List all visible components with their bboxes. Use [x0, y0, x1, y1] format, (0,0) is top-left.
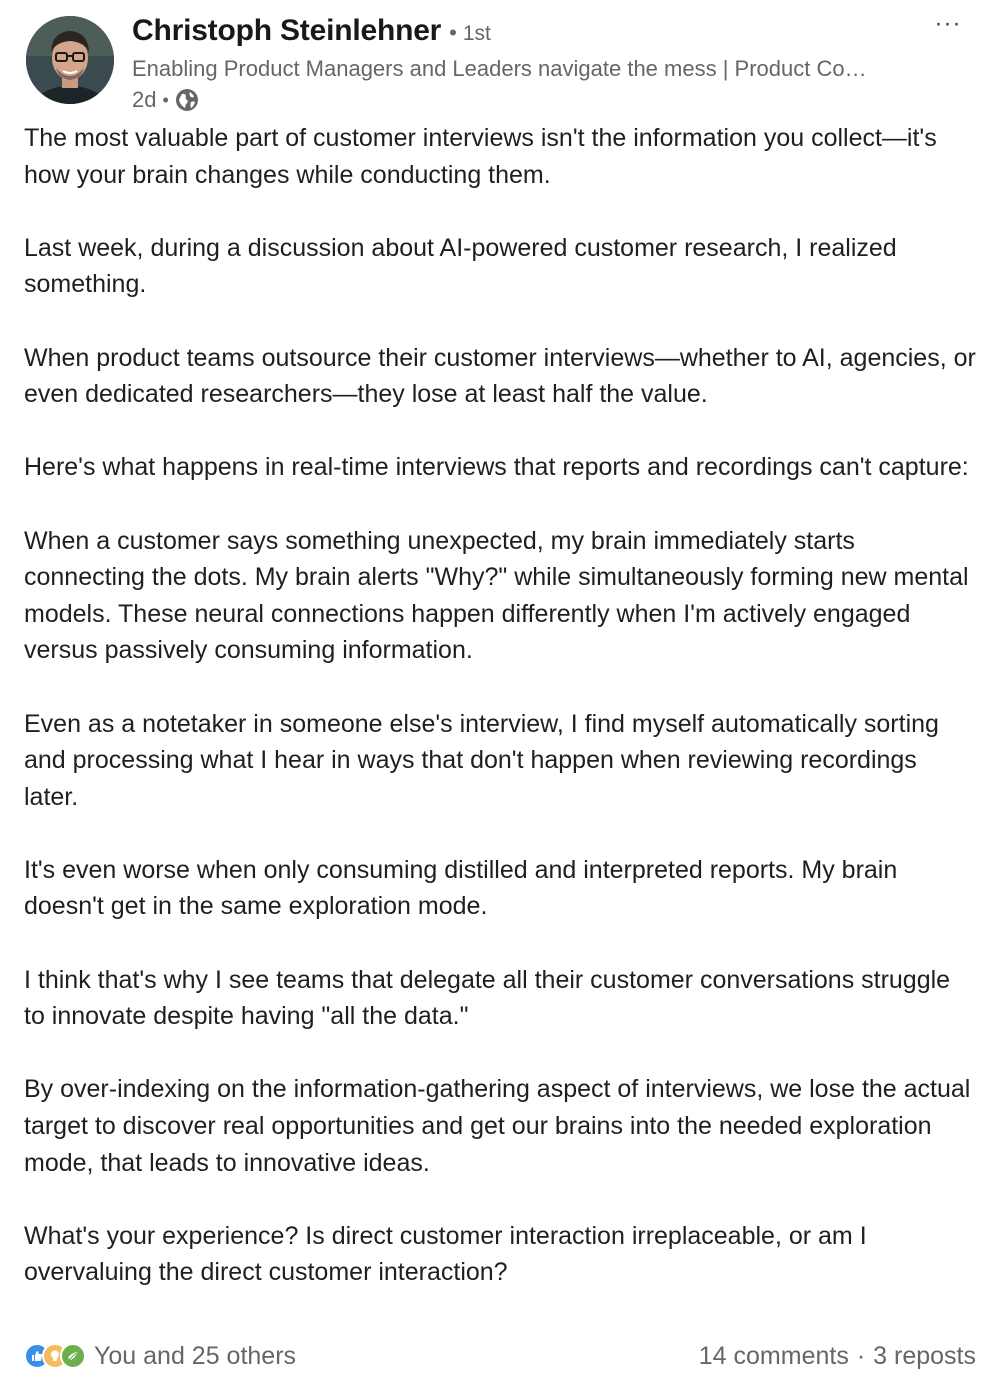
- post-paragraph: I think that's why I see teams that delegate all their customer conversations struggle to innovate despite having "all the data.": [24, 965, 951, 1031]
- author-info: [132, 14, 932, 116]
- reaction-icons: [24, 1343, 86, 1369]
- reactions-count[interactable]: You and 25 others: [94, 1341, 297, 1370]
- reactions-summary[interactable]: [24, 1342, 296, 1371]
- author-avatar[interactable]: [26, 16, 114, 104]
- counts-separator: ·: [856, 1341, 866, 1370]
- author-headline: Enabling Product Managers and Leaders navigate the mess | Product Co…: [132, 56, 867, 81]
- post-paragraph: Here's what happens in real-time interviews that reports and recordings can't capture:: [24, 453, 969, 482]
- connection-degree: 1st: [462, 22, 491, 45]
- more-horizontal-icon: ···: [934, 10, 962, 37]
- avatar-photo: [26, 16, 114, 104]
- reposts-count[interactable]: 3 reposts: [873, 1341, 976, 1370]
- author-name[interactable]: Christoph Steinlehner: [132, 14, 442, 47]
- social-counts-bar: [24, 1336, 976, 1376]
- author-name-line: [132, 14, 932, 50]
- meta-separator: •: [162, 89, 169, 110]
- post-paragraph: When product teams outsource their customer interviews—whether to AI, agencies, or even dedicated researchers—they lose at least half the value.: [24, 343, 976, 409]
- post-time[interactable]: 2d: [132, 87, 157, 112]
- support-icon: [60, 1343, 86, 1369]
- post-paragraph: Even as a notetaker in someone else's interview, I find myself automatically sorting and processing what I hear in ways that don't happen when reviewing recordings later.: [24, 709, 939, 811]
- post-paragraph: By over-indexing on the information-gathering aspect of interviews, we lose the actual target to discover real opportunities and get our brains into the needed exploration mode, that leads to innovative ideas.: [24, 1075, 971, 1177]
- more-options-button[interactable]: [928, 10, 968, 42]
- post-paragraph: When a customer says something unexpected, my brain immediately starts connecting the dots. My brain alerts "Why?" while simultaneously forming new mental models. These neural connections happen differently when I'm actively engaged versus passively consuming information.: [24, 526, 969, 665]
- post-paragraph: It's even worse when only consuming distilled and interpreted reports. My brain doesn't get in the same exploration mode.: [24, 855, 898, 921]
- comments-count[interactable]: 14 comments: [698, 1341, 849, 1370]
- separator-dot: •: [449, 20, 457, 45]
- post-header: [24, 10, 976, 112]
- globe-icon: [175, 88, 199, 112]
- post-paragraph: What's your experience? Is direct customer interaction irreplaceable, or am I overvaluing the direct customer interaction?: [24, 1221, 867, 1287]
- post-meta: [132, 84, 932, 116]
- post-paragraph: Last week, during a discussion about AI-powered customer research, I realized something.: [24, 233, 897, 299]
- post-paragraph: The most valuable part of customer interviews isn't the information you collect—it's how your brain changes while conducting them.: [24, 124, 937, 189]
- engagement-counts: [699, 1342, 976, 1371]
- post-body: [24, 120, 976, 1291]
